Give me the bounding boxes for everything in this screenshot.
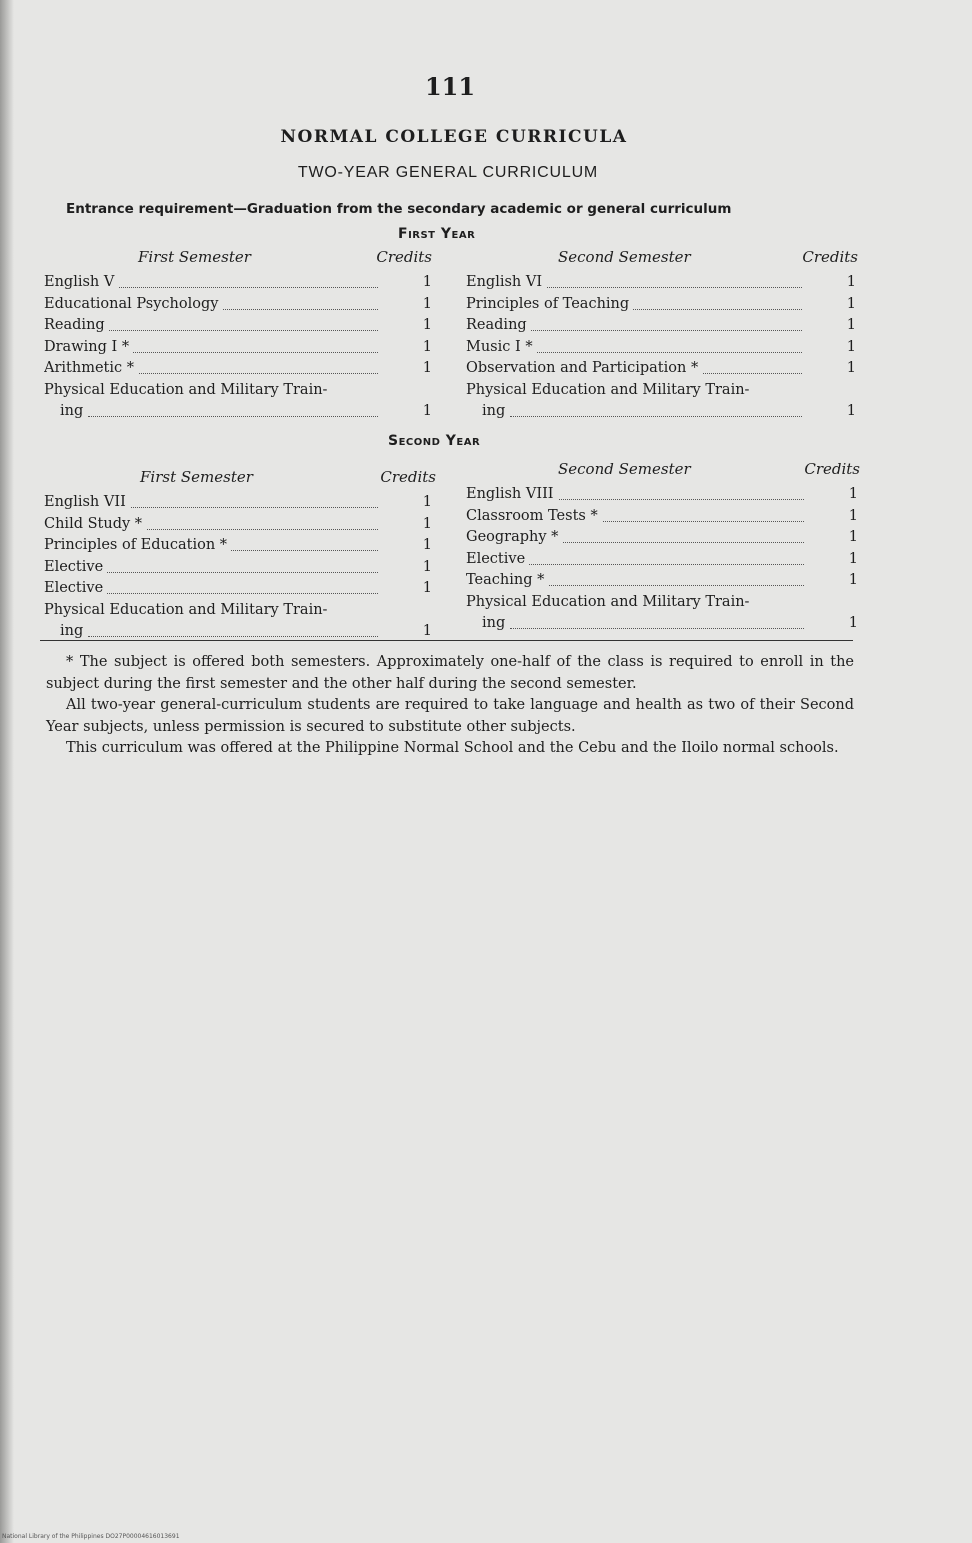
course-name: Elective <box>44 559 107 575</box>
scan-credit: National Library of the Philippines DO27P00004616013691 <box>2 1533 180 1540</box>
credit-value: 1 <box>422 402 432 419</box>
credit-value: 1 <box>846 402 856 419</box>
course-row <box>466 549 860 571</box>
note-language-health: All two-year general-curriculum students are required to take language and health as two of their Second Year subjects, unless permission is secured to substitute other subjects. <box>46 697 854 735</box>
course-name: Geography * <box>466 529 562 545</box>
credit-value: 1 <box>846 360 856 376</box>
semester-label: Second Semester <box>558 460 691 478</box>
note-offered-at: This curriculum was offered at the Philippine Normal School and the Cebu and the Iloilo normal schools. <box>66 740 839 756</box>
semester-header <box>44 468 434 492</box>
course-row <box>466 315 858 337</box>
course-name: Physical Education and Military Train- <box>44 602 331 618</box>
course-row <box>44 315 434 337</box>
course-name-continuation: ing <box>60 623 87 639</box>
course-name: Child Study * <box>44 516 146 532</box>
course-name: Arithmetic * <box>44 360 138 376</box>
course-row <box>44 535 434 557</box>
course-name: English VII <box>44 494 130 510</box>
course-row <box>44 380 434 401</box>
credit-value: 1 <box>422 317 432 333</box>
dot-leader <box>510 401 802 417</box>
course-row-continuation <box>44 401 434 425</box>
course-row <box>466 570 860 592</box>
credit-value: 1 <box>422 338 432 355</box>
first-year-second-semester <box>466 248 858 425</box>
course-row <box>466 337 858 359</box>
course-name: English VIII <box>466 486 558 502</box>
credit-value: 1 <box>848 550 858 567</box>
credit-value: 1 <box>422 580 432 596</box>
course-row <box>466 272 858 294</box>
course-name: Principles of Teaching <box>466 296 633 312</box>
credits-label: Credits <box>380 468 436 486</box>
course-name: Observation and Participation * <box>466 360 702 376</box>
dot-leader <box>510 613 804 629</box>
course-row <box>466 484 860 506</box>
credit-value: 1 <box>846 338 856 355</box>
section-divider <box>40 640 853 641</box>
course-row-continuation <box>466 613 860 637</box>
course-name: Elective <box>466 551 529 567</box>
year-heading-second: Second Year <box>388 433 481 449</box>
course-row <box>466 358 858 380</box>
credit-value: 1 <box>422 515 432 532</box>
year-heading-first: First Year <box>398 226 476 242</box>
dot-leader <box>88 621 378 637</box>
semester-label: Second Semester <box>558 248 691 266</box>
course-row <box>466 527 860 549</box>
course-row <box>44 272 434 294</box>
course-name: Physical Education and Military Train- <box>466 382 753 398</box>
course-name-continuation: ing <box>60 403 87 419</box>
credit-value: 1 <box>422 558 432 575</box>
semester-header <box>466 248 858 272</box>
course-row <box>44 514 434 536</box>
course-row <box>44 600 434 621</box>
course-row <box>44 578 434 600</box>
semester-header <box>44 248 434 272</box>
course-row <box>44 358 434 380</box>
second-year-first-semester <box>44 468 434 645</box>
credit-value: 1 <box>848 529 858 545</box>
course-row <box>466 380 858 401</box>
course-name-continuation: ing <box>482 615 509 631</box>
course-name: English V <box>44 274 118 290</box>
credit-value: 1 <box>848 507 858 524</box>
course-row <box>44 492 434 514</box>
credit-value: 1 <box>422 494 432 510</box>
course-row <box>44 557 434 579</box>
course-name: Reading <box>44 317 109 333</box>
credit-value: 1 <box>422 295 432 312</box>
credits-label: Credits <box>376 248 432 266</box>
first-year-first-semester <box>44 248 434 425</box>
course-row-continuation <box>466 401 858 425</box>
semester-header <box>466 460 860 484</box>
sub-title: TWO-YEAR GENERAL CURRICULUM <box>297 164 599 181</box>
credit-value: 1 <box>846 295 856 312</box>
course-row <box>44 337 434 359</box>
course-name: Principles of Education * <box>44 537 231 553</box>
semester-label: First Semester <box>138 248 251 266</box>
course-name: Drawing I * <box>44 339 133 355</box>
course-name: Physical Education and Military Train- <box>44 382 331 398</box>
page-edge-shadow <box>0 0 14 1543</box>
credit-value: 1 <box>422 622 432 639</box>
footnote-asterisk: * The subject is offered both semesters. Approximately one-half of the class is required to enroll in the subject during the first semester and the other half during the second semester. <box>46 654 854 692</box>
second-year-second-semester <box>466 460 860 637</box>
credit-value: 1 <box>848 486 858 502</box>
credit-value: 1 <box>848 614 858 631</box>
credit-value: 1 <box>422 360 432 376</box>
credit-value: 1 <box>846 317 856 333</box>
course-row <box>466 294 858 316</box>
course-name: Elective <box>44 580 107 596</box>
course-name-continuation: ing <box>482 403 509 419</box>
course-row <box>44 294 434 316</box>
main-title: NORMAL COLLEGE CURRICULA <box>280 127 628 147</box>
course-name: Teaching * <box>466 572 548 588</box>
credit-value: 1 <box>848 572 858 588</box>
credits-label: Credits <box>802 248 858 266</box>
course-row <box>466 592 860 613</box>
semester-label: First Semester <box>140 468 253 486</box>
notes <box>46 652 854 760</box>
course-name: Physical Education and Military Train- <box>466 594 753 610</box>
credit-value: 1 <box>422 274 432 290</box>
dot-leader <box>88 401 378 417</box>
credits-label: Credits <box>804 460 860 478</box>
course-name: Reading <box>466 317 531 333</box>
course-name: English VI <box>466 274 546 290</box>
course-name: Music I * <box>466 339 537 355</box>
credit-value: 1 <box>846 274 856 290</box>
credit-value: 1 <box>422 537 432 553</box>
page-number: 111 <box>424 72 476 101</box>
course-row <box>466 506 860 528</box>
course-name: Classroom Tests * <box>466 508 602 524</box>
entrance-requirement: Entrance requirement—Graduation from the secondary academic or general curriculum <box>66 201 732 217</box>
course-name: Educational Psychology <box>44 296 222 312</box>
